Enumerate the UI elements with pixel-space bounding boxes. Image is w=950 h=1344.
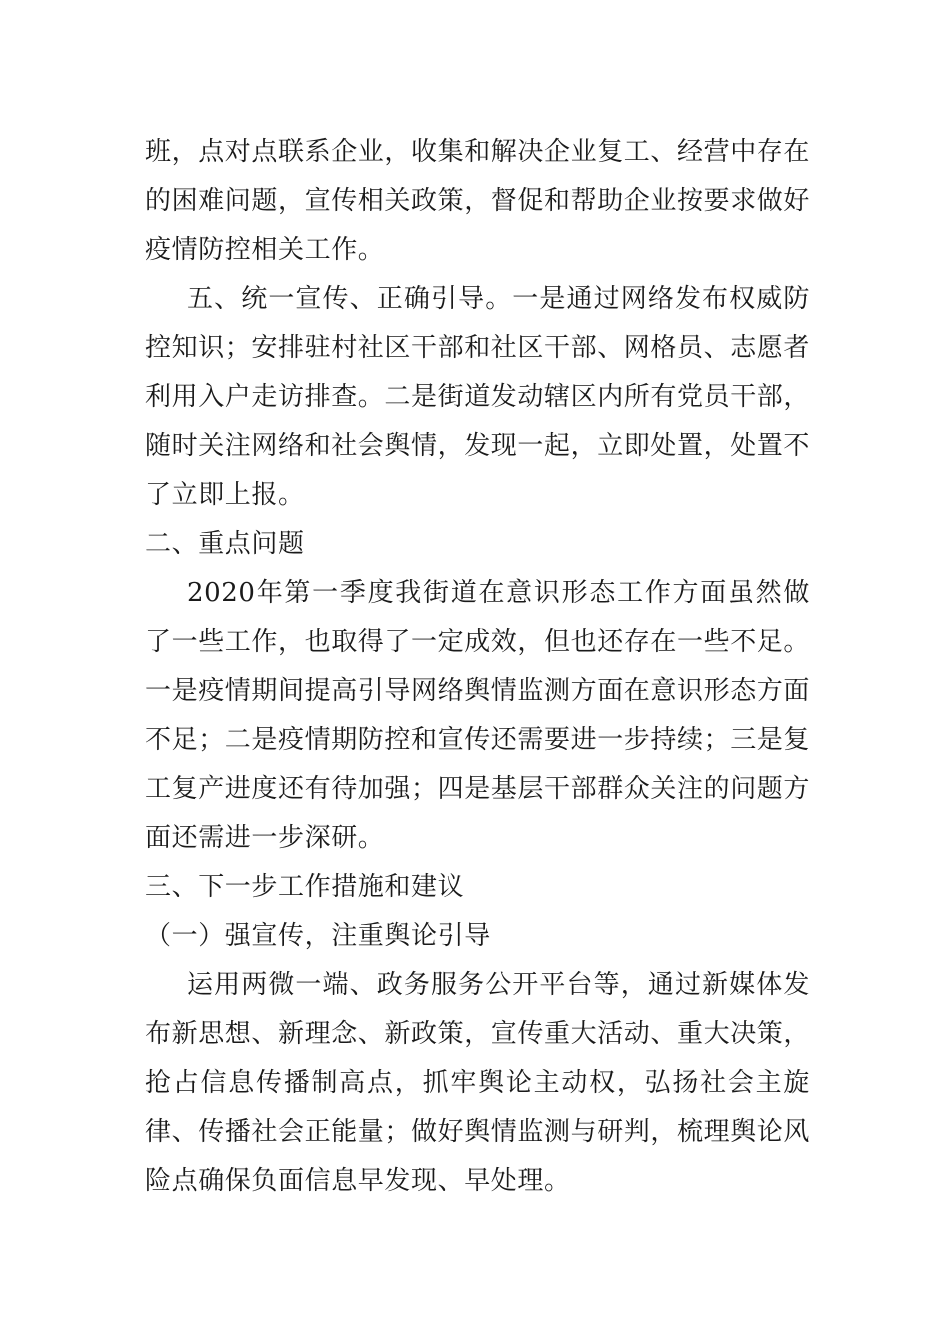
paragraph-unified-publicity: 五、统一宣传、正确引导。一是通过网络发布权威防控知识；安排驻村社区干部和社区干部、网格员、志愿者利用入户走访排查。二是街道发动辖区内所有党员干部，随时关注网络和社会舆情，发现一起，立即处置，处置不了立即上报。 [145, 284, 811, 510]
section-heading-next-steps: 三、下一步工作措施和建议 [145, 872, 465, 902]
section-heading-key-issues: 二、重点问题 [145, 529, 305, 559]
paragraph-publicity-measures: 运用两微一端、政务服务公开平台等，通过新媒体发布新思想、新理念、新政策，宣传重大活动、重大决策，抢占信息传播制高点，抓牢舆论主动权，弘扬社会主旋律、传播社会正能量；做好舆情监测与研判，梳理舆论风险点确保负面信息早发现、早处理。 [145, 970, 811, 1196]
paragraph-continuation: 班，点对点联系企业，收集和解决企业复工、经营中存在的困难问题，宣传相关政策，督促和帮助企业按要求做好疫情防控相关工作。 [145, 137, 811, 265]
document-body [145, 128, 810, 1206]
subsection-heading-publicity: （一）强宣传，注重舆论引导 [145, 921, 491, 951]
paragraph-key-issues: 2020年第一季度我街道在意识形态工作方面虽然做了一些工作，也取得了一定成效，但也还存在一些不足。一是疫情期间提高引导网络舆情监测方面在意识形态方面不足；二是疫情期防控和宣传还需要进一步持续；三是复工复产进度还有待加强；四是基层干部群众关注的问题方面还需进一步深研。 [145, 578, 811, 853]
